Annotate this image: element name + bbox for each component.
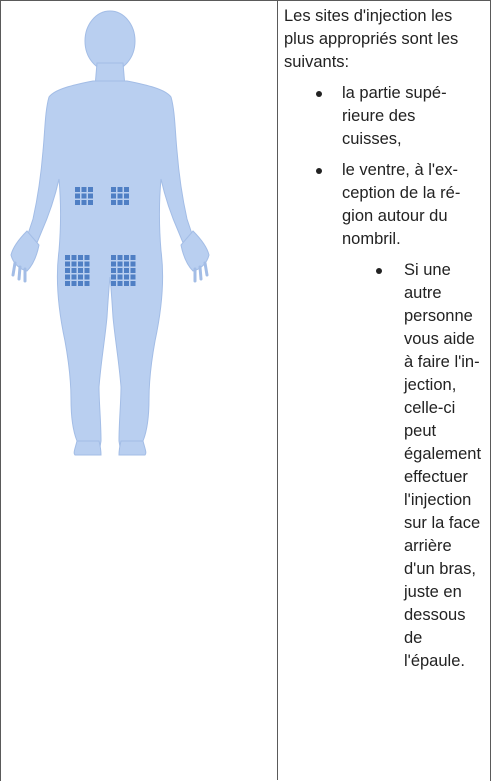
injection-site-cell (65, 281, 70, 286)
list-item (284, 82, 484, 151)
injection-site-cell (72, 268, 77, 273)
injection-site-cell (72, 281, 77, 286)
injection-site-cell (75, 187, 80, 192)
injection-site-cell (65, 275, 70, 280)
injection-site-cell (88, 187, 93, 192)
injection-site-cell (118, 200, 123, 205)
injection-site-cell (78, 268, 83, 273)
intro-paragraph: Les sites d'injection les plus appropriés sont les suivants: (284, 7, 459, 71)
injection-site-cell (85, 281, 90, 286)
injection-site-cell (72, 262, 77, 267)
injection-site-cell (82, 187, 87, 192)
injection-site-cell (118, 194, 123, 199)
list-item-text: Si une autre personne vous aide à faire l'injection, celle-ci peut également effectuer l'injection sur la face arrière d'un bras, juste en dessous de l'épaule. (404, 261, 482, 670)
abdomen-injection-site-right (111, 187, 129, 205)
injection-site-cell (78, 262, 83, 267)
bullet-icon (376, 268, 382, 274)
injection-site-cell (85, 268, 90, 273)
figure-cell (1, 1, 277, 761)
column-divider (277, 0, 278, 780)
bullet-icon (316, 91, 322, 97)
injection-site-cell (124, 194, 129, 199)
injection-site-cell (118, 262, 123, 267)
injection-site-cell (131, 268, 136, 273)
list-item (284, 159, 484, 251)
injection-site-cell (88, 200, 93, 205)
injection-site-cell (78, 275, 83, 280)
injection-site-cell (118, 268, 123, 273)
injection-site-cell (118, 255, 123, 260)
abdomen-injection-site-left (75, 187, 93, 205)
injection-site-cell (72, 275, 77, 280)
injection-site-cell (111, 262, 116, 267)
body-diagram-figure (1, 1, 277, 761)
injection-site-cell (131, 262, 136, 267)
list-item-text: la partie supérieure des cuisses, (342, 84, 447, 148)
injection-site-cell (124, 275, 129, 280)
injection-site-cell (65, 268, 70, 273)
injection-site-cell (111, 200, 116, 205)
injection-site-cell (78, 281, 83, 286)
bullet-icon (316, 168, 322, 174)
injection-site-cell (131, 275, 136, 280)
list-item-text: le ventre, à l'exception de la région autour du nombril. (342, 161, 461, 248)
injection-site-cell (72, 255, 77, 260)
injection-site-cell (111, 187, 116, 192)
list-item (284, 259, 484, 673)
injection-site-cell (82, 194, 87, 199)
injection-site-cell (131, 281, 136, 286)
injection-site-cell (118, 281, 123, 286)
injection-site-cell (124, 262, 129, 267)
injection-site-cell (88, 194, 93, 199)
injection-site-cell (78, 255, 83, 260)
injection-site-cell (124, 187, 129, 192)
injection-site-cell (118, 275, 123, 280)
human-body-silhouette (11, 11, 209, 455)
injection-site-cell (124, 281, 129, 286)
injection-site-cell (85, 255, 90, 260)
injection-site-cell (75, 194, 80, 199)
injection-site-cell (65, 262, 70, 267)
injection-site-cell (118, 187, 123, 192)
injection-site-cell (124, 268, 129, 273)
injection-site-cell (65, 255, 70, 260)
injection-site-cell (111, 194, 116, 199)
injection-sites-list (284, 82, 484, 251)
injection-site-cell (124, 200, 129, 205)
injection-site-cell (85, 275, 90, 280)
injection-sites-sublist (284, 259, 484, 673)
injection-site-cell (124, 255, 129, 260)
injection-site-cell (111, 255, 116, 260)
injection-site-cell (85, 262, 90, 267)
injection-site-cell (82, 200, 87, 205)
injection-site-cell (131, 255, 136, 260)
injection-site-cell (75, 200, 80, 205)
injection-site-cell (111, 275, 116, 280)
text-cell (284, 5, 484, 673)
injection-site-cell (111, 281, 116, 286)
injection-site-cell (111, 268, 116, 273)
